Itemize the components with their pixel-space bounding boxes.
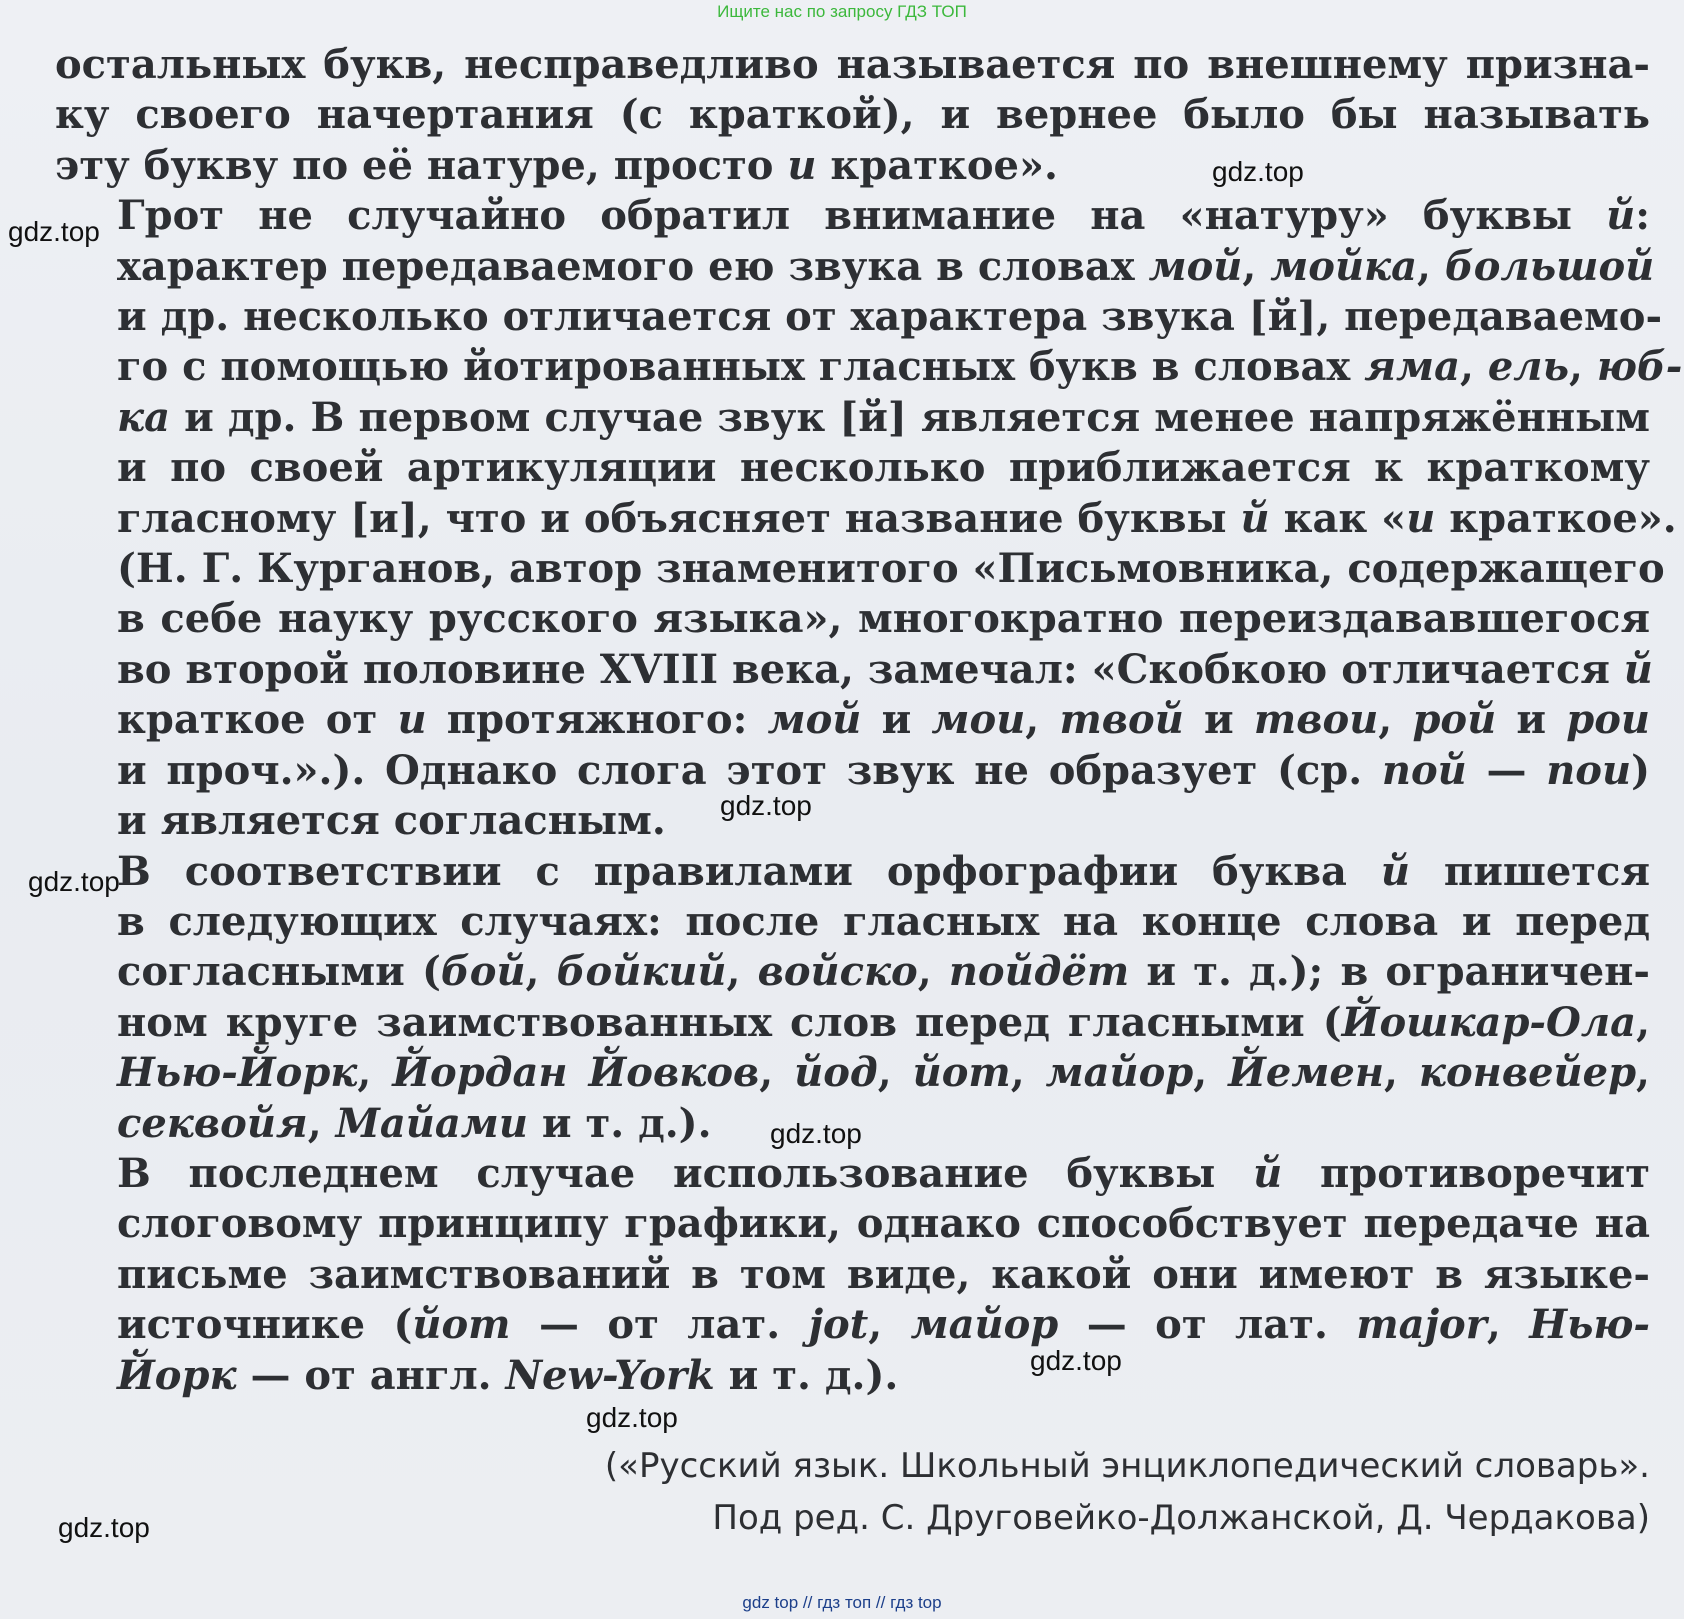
italic-word: йод [794,1049,878,1097]
text-run: , [1193,1049,1229,1097]
text-run: и по своей артикуляции несколько приближается к краткому [117,444,1650,492]
italic-word: мойка [1270,242,1418,290]
text-line [55,494,1677,544]
italic-word: Нью- [1529,1301,1651,1349]
text-run: и является согласным. [117,797,666,845]
text-run: , [1242,242,1271,290]
text-run: противоречит [1282,1149,1650,1197]
italic-word: й [1606,192,1636,240]
text-run: — [1466,746,1547,794]
italic-word: ель [1487,343,1569,391]
text-line [55,544,1665,594]
text-line [55,1300,1650,1350]
italic-word: Йошкар-Ола [1341,998,1637,1046]
text-line [55,594,1650,644]
text-run: — от англ. [236,1351,506,1399]
text-run: , [1636,998,1650,1046]
italic-word: й [1380,847,1410,895]
paragraph-4 [55,1149,1650,1401]
text-run: и т. д.). [714,1351,899,1399]
watermark: gdz.top [1030,1345,1122,1376]
text-run: источнике ( [117,1301,413,1349]
text-line [55,443,1650,493]
text-run: , [1417,242,1445,290]
text-run: , [1460,343,1488,391]
italic-word: пойдёт [948,948,1130,996]
italic-word: Йордан Йовков [392,1049,760,1097]
text-run: , [357,1049,393,1097]
italic-word: рои [1566,696,1651,744]
text-line [55,796,1650,846]
text-run: , [1378,696,1413,744]
italic-word: майор [910,1301,1059,1349]
watermark: gdz.top [770,1118,862,1149]
text-run: и др. В первом случае звук [й] является менее напряжённым [170,393,1650,441]
text-run: , [307,1099,336,1147]
text-run: и [861,696,932,744]
text-run: , [1384,1049,1419,1097]
italic-word: й [1253,1149,1283,1197]
text-line [55,1351,1650,1401]
text-line [55,342,1683,392]
text-run: и др. несколько отличается от характера звука [й], передаваемо- [117,293,1663,341]
text-line [55,998,1650,1048]
italic-word: мой [1148,242,1243,290]
source-citation [380,1440,1650,1544]
italic-word: бойкий [556,948,727,996]
text-run: Грот не случайно обратил внимание на «натуру» буквы [117,192,1607,240]
text-line [55,40,1650,90]
italic-word: яма [1364,343,1460,391]
text-run: краткое». [816,141,1058,189]
text-run: , [877,1049,913,1097]
text-line [55,393,1650,443]
text-run: ном круге заимствованных слов перед гласными ( [117,998,1342,1046]
text-run: ку своего начертания (с краткой), и вернее было бы называть [55,91,1650,139]
text-run: (Н. Г. Курганов, автор знаменитого «Письмовника, содержащего [117,545,1665,593]
text-run: , [868,1301,911,1349]
italic-word: мои [931,696,1026,744]
text-run: согласными ( [117,948,441,996]
text-run: , [1486,1301,1530,1349]
italic-word: ка [117,393,170,441]
text-run: во второй половине XVIII века, замечал: «Скобкою отличается [117,645,1624,693]
text-line [55,947,1650,997]
italic-word: пои [1546,746,1632,794]
text-run: остальных букв, несправедливо называется по внешнему призна- [55,41,1650,88]
italic-word: й [1623,645,1653,693]
text-run: В последнем случае использование буквы [117,1149,1254,1197]
italic-word: й [1240,494,1270,542]
text-run: и [1496,696,1567,744]
text-run: в следующих случаях: после гласных на конце слова и перед [117,897,1650,945]
italic-word: твой [1059,696,1184,744]
italic-word: войско [757,948,918,996]
text-run: и т. д.). [527,1099,712,1147]
text-run: краткое». [1435,494,1677,542]
italic-word: jot [808,1301,869,1349]
text-run: — от лат. [1058,1301,1357,1349]
text-line [55,1250,1650,1300]
text-run: как « [1269,494,1407,542]
text-line [55,242,1655,292]
text-line [55,1149,1650,1199]
text-run: : [1635,192,1650,240]
italic-word: Нью-Йорк [117,1049,358,1097]
text-line [55,847,1650,897]
italic-word: мой [767,696,862,744]
text-run: , [1568,343,1597,391]
text-run: , [1010,1049,1046,1097]
text-run: и проч.».). Однако слога этот звук не образует (ср. [117,746,1382,794]
text-run: , [1025,696,1060,744]
text-line [55,191,1650,241]
watermark: gdz.top [58,1512,150,1543]
paragraph-2 [55,191,1683,846]
top-banner[interactable]: Ищите нас по запросу ГДЗ ТОП [717,2,967,21]
text-line [55,746,1650,796]
paragraph-3 [55,847,1650,1149]
text-line [55,141,1650,191]
text-run: , [525,948,557,996]
italic-word: большой [1444,242,1655,290]
italic-word: майор [1045,1049,1194,1097]
source-line-1: («Русский язык. Школьный энциклопедический словарь». [604,1446,1650,1486]
text-run: ) [1631,746,1650,794]
text-line [55,90,1650,140]
italic-word: Йемен [1228,1049,1385,1097]
text-run: пишется [1409,847,1651,895]
italic-word: Йорк [117,1351,237,1399]
italic-word: и [1406,494,1436,542]
text-run: характер передаваемого ею звука в словах [117,242,1149,290]
source-line-2: Под ред. С. Друговейко-Должанской, Д. Чердакова) [712,1498,1650,1538]
paragraph-1 [55,40,1650,191]
text-line [55,1199,1650,1249]
text-run: эту букву по её натуре, просто [55,141,788,189]
text-line [55,897,1650,947]
italic-word: йот [412,1301,511,1349]
text-line [55,292,1663,342]
italic-word: New-York [505,1351,715,1399]
text-run: краткое от [117,696,398,744]
text-run: го с помощью йотированных гласных букв в словах [117,343,1365,391]
text-line [55,645,1653,695]
watermark: gdz.top [586,1402,678,1433]
text-run: и [1183,696,1254,744]
italic-word: бой [440,948,526,996]
italic-word: секвойя [117,1099,308,1147]
text-run: в себе науку русского языка», многократно переиздававшегося [117,595,1650,643]
text-run: слоговому принципу графики, однако способствует передаче на [117,1200,1650,1248]
text-run: В соответствии с правилами орфографии буква [117,847,1381,895]
italic-word: и [397,696,427,744]
text-run: и т. д.); в ограничен- [1129,948,1651,996]
italic-word: йот [912,1049,1011,1097]
text-line [55,695,1650,745]
italic-word: Майами [335,1099,528,1147]
text-run: письме заимствований в том виде, какой они имеют в языке- [117,1250,1650,1298]
text-run: , [726,948,758,996]
text-run: , [917,948,949,996]
text-run: , [1636,1049,1650,1097]
italic-word: юб- [1596,343,1683,391]
text-run: протяжного: [426,696,768,744]
bottom-banner[interactable]: gdz top // гдз топ // гдз top [742,1593,942,1612]
watermark: gdz.top [28,866,120,897]
italic-word: пой [1381,746,1467,794]
italic-word: конвейер [1418,1049,1637,1097]
text-run: , [759,1049,795,1097]
italic-word: рой [1412,696,1497,744]
italic-word: major [1356,1301,1487,1349]
watermark: gdz.top [1212,156,1304,187]
watermark: gdz.top [8,216,100,247]
text-run: гласному [и], что и объясняет название буквы [117,494,1241,542]
text-run: — от лат. [510,1301,809,1349]
italic-word: и [787,141,817,189]
watermark: gdz.top [720,790,812,821]
italic-word: твои [1253,696,1379,744]
article-text [55,40,1683,1401]
text-line [55,1048,1650,1098]
